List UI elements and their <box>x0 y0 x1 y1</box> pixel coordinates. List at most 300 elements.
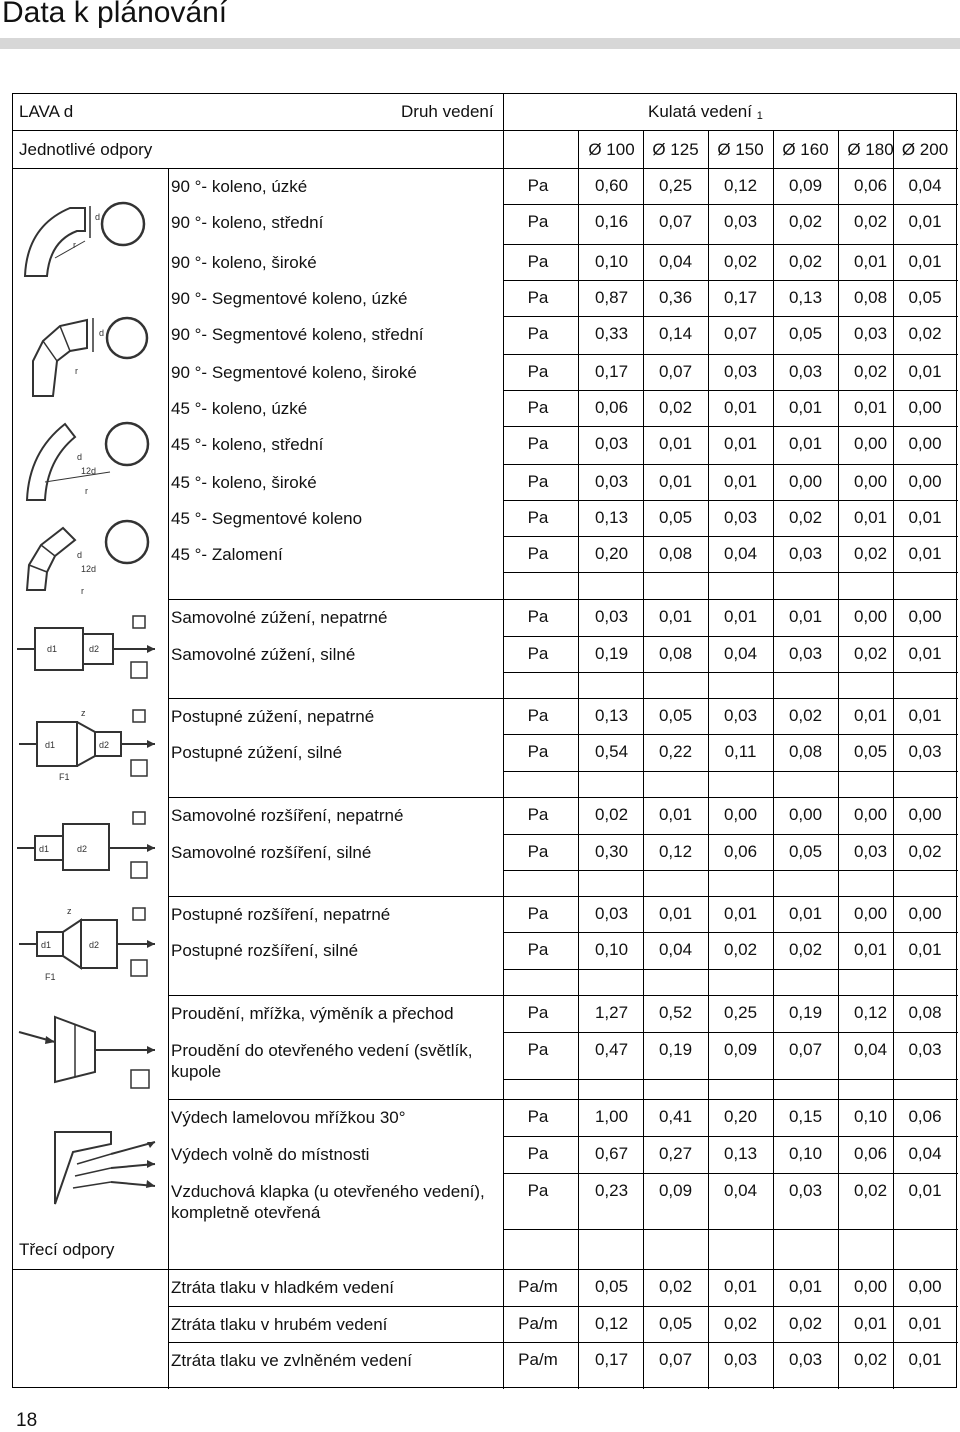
row-value: 0,03 <box>908 1040 942 1059</box>
segment-elbow-90-r-label: r <box>75 366 78 376</box>
row-value: 0,01 <box>908 706 942 725</box>
row-value: 0,11 <box>724 742 757 761</box>
row-value: 0,00 <box>908 472 942 491</box>
row-name: Samovolné zúžení, silné <box>171 645 356 664</box>
gradual-contraction-figure <box>15 702 165 787</box>
grid-line <box>168 1342 958 1343</box>
row-unit: Pa/m <box>518 1277 558 1296</box>
row-value: 0,02 <box>908 842 942 861</box>
row-value: 0,06 <box>723 842 758 861</box>
grid-line <box>503 734 958 735</box>
row-name: Ztráta tlaku v hladkém vedení <box>171 1278 395 1297</box>
diameter-header: Ø 200 <box>901 140 949 159</box>
gradual-contraction-d2-label: d2 <box>99 740 110 750</box>
row-value: 0,00 <box>788 805 823 824</box>
row-name: Proudění, mřížka, výměník a přechod <box>171 1004 454 1023</box>
treci-odpory-label: Třecí odpory <box>19 1240 115 1259</box>
row-unit: Pa <box>527 252 549 271</box>
row-value: 0,01 <box>853 1314 888 1333</box>
row-unit: Pa <box>527 940 549 959</box>
row-value: 0,09 <box>658 1181 693 1200</box>
row-value: 0,60 <box>594 176 629 195</box>
grid-line <box>503 672 958 673</box>
row-value: 0,01 <box>908 508 942 527</box>
row-value: 0,06 <box>908 1107 942 1126</box>
row-value: 0,02 <box>853 212 888 231</box>
row-value: 0,23 <box>594 1181 629 1200</box>
gradual-expansion-d1-label: d1 <box>41 940 52 950</box>
row-value: 0,00 <box>723 805 758 824</box>
row-value: 0,67 <box>594 1144 629 1163</box>
row-name: 45 °- koleno, úzké <box>171 399 308 418</box>
row-value: 0,19 <box>658 1040 693 1059</box>
row-value: 0,01 <box>658 607 693 626</box>
row-value: 0,01 <box>723 398 758 417</box>
row-value: 0,12 <box>594 1314 629 1333</box>
row-value: 0,01 <box>853 508 888 527</box>
row-value: 0,12 <box>723 176 758 195</box>
row-name: Vzduchová klapka (u otevřeného vedení), kompletně otevřená <box>171 1182 485 1222</box>
row-value: 0,08 <box>658 644 693 663</box>
row-value: 0,00 <box>908 398 942 417</box>
row-value: 0,03 <box>723 1350 758 1369</box>
grid-line <box>503 536 958 537</box>
row-value: 0,05 <box>658 706 693 725</box>
grid-line <box>503 354 958 355</box>
row-value: 0,04 <box>853 1040 888 1059</box>
row-value: 0,02 <box>853 362 888 381</box>
row-value: 0,02 <box>788 212 823 231</box>
row-name: Výdech volně do místnosti <box>171 1145 370 1164</box>
row-value: 0,01 <box>788 1277 823 1296</box>
title-rule <box>0 38 960 49</box>
row-value: 0,54 <box>594 742 629 761</box>
row-unit: Pa <box>527 805 549 824</box>
row-unit: Pa <box>527 842 549 861</box>
row-unit: Pa <box>527 1003 549 1022</box>
row-name: Postupné rozšíření, silné <box>171 941 359 960</box>
row-name: 90 °- Segmentové koleno, úzké <box>171 289 408 308</box>
row-value: 0,00 <box>908 805 942 824</box>
row-value: 0,13 <box>594 508 629 527</box>
row-name: Postupné zúžení, silné <box>171 743 343 762</box>
grid-line <box>503 771 958 772</box>
grid-line <box>503 1173 958 1174</box>
row-value: 0,01 <box>908 940 942 959</box>
druh-vedeni-label: Druh vedení <box>401 102 494 121</box>
row-value: 0,02 <box>658 398 693 417</box>
sudden-contraction-d1-label: d1 <box>47 644 58 654</box>
row-value: 0,04 <box>908 1144 942 1163</box>
elbow-45-d-label: d <box>77 452 83 462</box>
row-value: 0,17 <box>594 1350 629 1369</box>
row-value: 0,13 <box>723 1144 758 1163</box>
row-name: 45 °- koleno, široké <box>171 473 317 492</box>
gradual-expansion-z-label: z <box>67 906 72 916</box>
row-value: 0,14 <box>658 324 693 343</box>
row-value: 0,05 <box>788 324 823 343</box>
segment-elbow-90-figure <box>15 306 165 401</box>
grid-line <box>503 870 958 871</box>
grid-line <box>168 698 958 699</box>
row-name: Postupné zúžení, nepatrné <box>171 707 375 726</box>
row-value: 0,10 <box>594 940 629 959</box>
row-value: 0,05 <box>853 742 888 761</box>
row-value: 0,01 <box>853 252 888 271</box>
row-value: 0,03 <box>723 508 758 527</box>
row-value: 0,03 <box>788 544 823 563</box>
page-number: 18 <box>16 1410 38 1431</box>
row-unit: Pa <box>527 607 549 626</box>
row-value: 0,01 <box>788 434 823 453</box>
row-value: 0,01 <box>658 472 693 491</box>
elbow-45-r-label: r <box>85 486 88 496</box>
grid-line <box>503 834 958 835</box>
row-value: 0,01 <box>723 434 758 453</box>
gradual-contraction-z-label: z <box>81 708 86 718</box>
row-value: 0,00 <box>788 472 823 491</box>
row-unit: Pa <box>527 706 549 725</box>
row-value: 0,02 <box>788 706 823 725</box>
row-name: 90 °- Segmentové koleno, střední <box>171 325 424 344</box>
row-value: 0,02 <box>723 1314 758 1333</box>
row-value: 0,03 <box>788 644 823 663</box>
row-value: 0,36 <box>658 288 693 307</box>
row-value: 0,07 <box>723 324 758 343</box>
row-value: 0,02 <box>788 940 823 959</box>
row-value: 0,02 <box>853 644 888 663</box>
grid-line <box>503 316 958 317</box>
row-value: 0,06 <box>853 176 888 195</box>
grid-line <box>503 1136 958 1137</box>
row-name: Ztráta tlaku ve zvlněném vedení <box>171 1351 412 1370</box>
segment-elbow-45-12d-label: 12d <box>81 564 97 574</box>
row-value: 0,20 <box>594 544 629 563</box>
row-unit: Pa <box>527 742 549 761</box>
kulata-vedeni-label <box>648 102 763 126</box>
row-value: 0,03 <box>594 434 629 453</box>
row-value: 0,01 <box>658 805 693 824</box>
elbow-90-r-label: r <box>73 240 76 250</box>
row-value: 0,47 <box>594 1040 629 1059</box>
row-value: 0,20 <box>723 1107 758 1126</box>
grid-line <box>503 572 958 573</box>
gradual-contraction-f1-label: F1 <box>59 772 70 782</box>
outlet-figure <box>15 1124 165 1224</box>
row-value: 0,01 <box>908 252 942 271</box>
row-name: Ztráta tlaku v hrubém vedení <box>171 1315 388 1334</box>
grid-line <box>168 1099 958 1100</box>
grid-line <box>503 244 958 245</box>
row-value: 0,06 <box>853 1144 888 1163</box>
grid-line <box>503 636 958 637</box>
row-name: 90 °- koleno, úzké <box>171 177 308 196</box>
grid-line <box>503 500 958 501</box>
row-value: 0,02 <box>788 508 823 527</box>
row-value: 0,02 <box>594 805 629 824</box>
row-value: 0,19 <box>788 1003 823 1022</box>
grid-line <box>13 130 958 131</box>
grille-transition-figure <box>15 1002 165 1092</box>
row-value: 0,17 <box>723 288 758 307</box>
product-label: LAVA d <box>19 102 74 121</box>
row-value: 0,03 <box>723 212 758 231</box>
kulata-vedeni-text: Kulatá vedení <box>648 102 752 121</box>
elbow-90-d-label: d <box>95 212 101 222</box>
row-value: 0,01 <box>723 472 758 491</box>
row-value: 0,10 <box>788 1144 823 1163</box>
row-value: 0,00 <box>908 1277 942 1296</box>
row-value: 0,08 <box>853 288 888 307</box>
row-value: 0,05 <box>908 288 942 307</box>
row-value: 0,03 <box>853 842 888 861</box>
row-value: 0,01 <box>853 398 888 417</box>
row-unit: Pa <box>527 904 549 923</box>
grid-line <box>168 1306 958 1307</box>
row-value: 0,03 <box>788 362 823 381</box>
row-unit: Pa <box>527 212 549 231</box>
gradual-expansion-d2-label: d2 <box>89 940 100 950</box>
row-value: 0,00 <box>853 1277 888 1296</box>
grid-line <box>503 390 958 391</box>
elbow-45-figure <box>15 412 165 502</box>
row-unit: Pa <box>527 288 549 307</box>
row-name: Výdech lamelovou mřížkou 30° <box>171 1108 406 1127</box>
row-value: 0,06 <box>594 398 629 417</box>
row-value: 0,00 <box>853 607 888 626</box>
row-value: 0,01 <box>723 607 758 626</box>
row-value: 0,01 <box>908 212 942 231</box>
grid-line <box>503 1079 958 1080</box>
diameter-header: Ø 180 <box>847 140 894 159</box>
row-value: 0,01 <box>908 362 942 381</box>
row-value: 0,52 <box>658 1003 693 1022</box>
row-value: 0,01 <box>853 706 888 725</box>
row-value: 0,01 <box>723 1277 758 1296</box>
row-value: 0,00 <box>853 434 888 453</box>
grid-line <box>168 168 169 1389</box>
row-value: 0,04 <box>723 644 758 663</box>
gradual-expansion-f1-label: F1 <box>45 972 56 982</box>
sudden-contraction-d2-label: d2 <box>89 644 100 654</box>
page-title: Data k plánování <box>2 0 228 29</box>
sudden-expansion-d1-label: d1 <box>39 844 50 854</box>
row-value: 0,03 <box>908 742 942 761</box>
row-unit: Pa <box>527 176 549 195</box>
row-value: 0,27 <box>658 1144 693 1163</box>
row-value: 0,01 <box>908 644 942 663</box>
row-value: 0,07 <box>788 1040 823 1059</box>
row-value: 0,01 <box>908 1314 942 1333</box>
row-value: 0,01 <box>908 1181 942 1200</box>
segment-elbow-90-d-label: d <box>99 328 105 338</box>
row-value: 0,41 <box>658 1107 693 1126</box>
row-value: 0,02 <box>788 252 823 271</box>
grid-line <box>13 168 958 169</box>
row-name: 90 °- Segmentové koleno, široké <box>171 363 417 382</box>
row-value: 0,09 <box>723 1040 758 1059</box>
row-value: 0,02 <box>908 324 942 343</box>
grid-line <box>503 426 958 427</box>
row-value: 1,00 <box>594 1107 629 1126</box>
kulata-vedeni-note: 1 <box>756 110 763 122</box>
grid-line <box>503 969 958 970</box>
row-value: 0,04 <box>723 544 758 563</box>
row-name: 90 °- koleno, široké <box>171 253 317 272</box>
sudden-contraction-figure <box>15 606 165 686</box>
grid-line <box>168 896 958 897</box>
row-value: 0,04 <box>658 940 693 959</box>
row-value: 0,33 <box>594 324 629 343</box>
row-value: 0,17 <box>594 362 629 381</box>
row-value: 0,05 <box>594 1277 629 1296</box>
row-value: 0,08 <box>658 544 693 563</box>
row-name: Samovolné rozšíření, silné <box>171 843 372 862</box>
row-value: 0,10 <box>853 1107 888 1126</box>
row-value: 0,30 <box>594 842 629 861</box>
row-value: 0,12 <box>853 1003 888 1022</box>
row-name: 90 °- koleno, střední <box>171 213 324 232</box>
grid-line <box>503 932 958 933</box>
row-value: 0,00 <box>908 904 942 923</box>
jednotlive-odpory-label: Jednotlivé odpory <box>19 140 153 159</box>
grid-line <box>503 1229 958 1230</box>
elbow-45-12d-label: 12d <box>81 466 97 476</box>
row-unit: Pa <box>527 398 549 417</box>
segment-elbow-45-d-label: d <box>77 550 83 560</box>
row-value: 0,03 <box>788 1181 823 1200</box>
row-value: 0,22 <box>658 742 693 761</box>
sudden-expansion-d2-label: d2 <box>77 844 88 854</box>
grid-line <box>168 797 958 798</box>
row-value: 0,00 <box>908 434 942 453</box>
row-value: 0,03 <box>723 706 758 725</box>
row-unit: Pa <box>527 1181 549 1200</box>
row-value: 0,01 <box>723 904 758 923</box>
grid-line <box>503 280 958 281</box>
row-unit: Pa <box>527 644 549 663</box>
row-value: 0,00 <box>853 904 888 923</box>
row-unit: Pa/m <box>518 1314 558 1333</box>
row-name: Postupné rozšíření, nepatrné <box>171 905 391 924</box>
row-value: 0,00 <box>908 607 942 626</box>
row-value: 0,05 <box>658 508 693 527</box>
row-value: 0,01 <box>908 1350 942 1369</box>
row-unit: Pa <box>527 1040 549 1059</box>
grid-line <box>168 995 958 996</box>
row-value: 0,01 <box>658 904 693 923</box>
row-name: Proudění do otevřeného vedení (světlík, kupole <box>171 1041 473 1081</box>
row-value: 0,04 <box>658 252 693 271</box>
row-value: 0,87 <box>594 288 629 307</box>
row-value: 0,02 <box>723 252 758 271</box>
row-value: 0,05 <box>788 842 823 861</box>
row-name: Samovolné zúžení, nepatrné <box>171 608 388 627</box>
row-value: 0,09 <box>788 176 823 195</box>
row-value: 0,07 <box>658 1350 693 1369</box>
row-value: 0,15 <box>788 1107 823 1126</box>
row-value: 0,02 <box>788 1314 823 1333</box>
row-value: 0,03 <box>594 904 629 923</box>
row-value: 0,07 <box>658 212 693 231</box>
grid-line <box>168 599 958 600</box>
segment-elbow-45-figure <box>15 510 165 600</box>
row-value: 0,08 <box>788 742 823 761</box>
row-name: 45 °- Zalomení <box>171 545 283 564</box>
grid-line <box>503 464 958 465</box>
row-value: 0,04 <box>723 1181 758 1200</box>
row-value: 0,01 <box>788 398 823 417</box>
row-value: 0,03 <box>723 362 758 381</box>
row-value: 0,02 <box>853 1181 888 1200</box>
row-unit: Pa <box>527 324 549 343</box>
sudden-expansion-figure <box>15 802 165 887</box>
row-value: 0,25 <box>658 176 693 195</box>
gradual-contraction-d1-label: d1 <box>45 740 56 750</box>
row-value: 0,25 <box>723 1003 758 1022</box>
row-unit: Pa <box>527 544 549 563</box>
row-unit: Pa <box>527 434 549 453</box>
row-value: 0,03 <box>853 324 888 343</box>
row-value: 0,01 <box>853 940 888 959</box>
row-value: 0,10 <box>594 252 629 271</box>
resistance-table <box>12 93 957 1388</box>
grid-line <box>13 1269 958 1270</box>
row-unit: Pa/m <box>518 1350 558 1369</box>
row-value: 0,02 <box>853 544 888 563</box>
row-name: 45 °- Segmentové koleno <box>171 509 363 528</box>
row-value: 0,13 <box>788 288 823 307</box>
segment-elbow-45-r-label: r <box>81 586 84 596</box>
row-name: Samovolné rozšíření, nepatrné <box>171 806 404 825</box>
row-value: 0,04 <box>908 176 942 195</box>
row-unit: Pa <box>527 508 549 527</box>
row-unit: Pa <box>527 1107 549 1126</box>
row-value: 0,12 <box>658 842 693 861</box>
row-unit: Pa <box>527 362 549 381</box>
row-value: 0,03 <box>594 607 629 626</box>
row-value: 0,02 <box>723 940 758 959</box>
row-value: 0,16 <box>594 212 629 231</box>
elbow-90-figure <box>15 196 165 286</box>
row-value: 0,08 <box>908 1003 942 1022</box>
row-unit: Pa <box>527 472 549 491</box>
row-value: 0,02 <box>658 1277 693 1296</box>
row-value: 0,00 <box>853 472 888 491</box>
grid-line <box>503 204 958 205</box>
row-value: 1,27 <box>594 1003 629 1022</box>
row-value: 0,00 <box>853 805 888 824</box>
diameter-header: Ø 125 <box>652 140 699 159</box>
row-name: 45 °- koleno, střední <box>171 435 324 454</box>
row-value: 0,13 <box>594 706 629 725</box>
row-value: 0,07 <box>658 362 693 381</box>
gradual-expansion-figure <box>15 900 165 985</box>
row-value: 0,03 <box>594 472 629 491</box>
diameter-header: Ø 100 <box>588 140 635 159</box>
row-value: 0,03 <box>788 1350 823 1369</box>
row-value: 0,19 <box>594 644 629 663</box>
diameter-header: Ø 150 <box>717 140 764 159</box>
row-unit: Pa <box>527 1144 549 1163</box>
row-value: 0,01 <box>788 904 823 923</box>
diameter-header: Ø 160 <box>782 140 829 159</box>
grid-line <box>503 1032 958 1033</box>
row-value: 0,02 <box>853 1350 888 1369</box>
row-value: 0,01 <box>788 607 823 626</box>
row-value: 0,05 <box>658 1314 693 1333</box>
row-value: 0,01 <box>658 434 693 453</box>
